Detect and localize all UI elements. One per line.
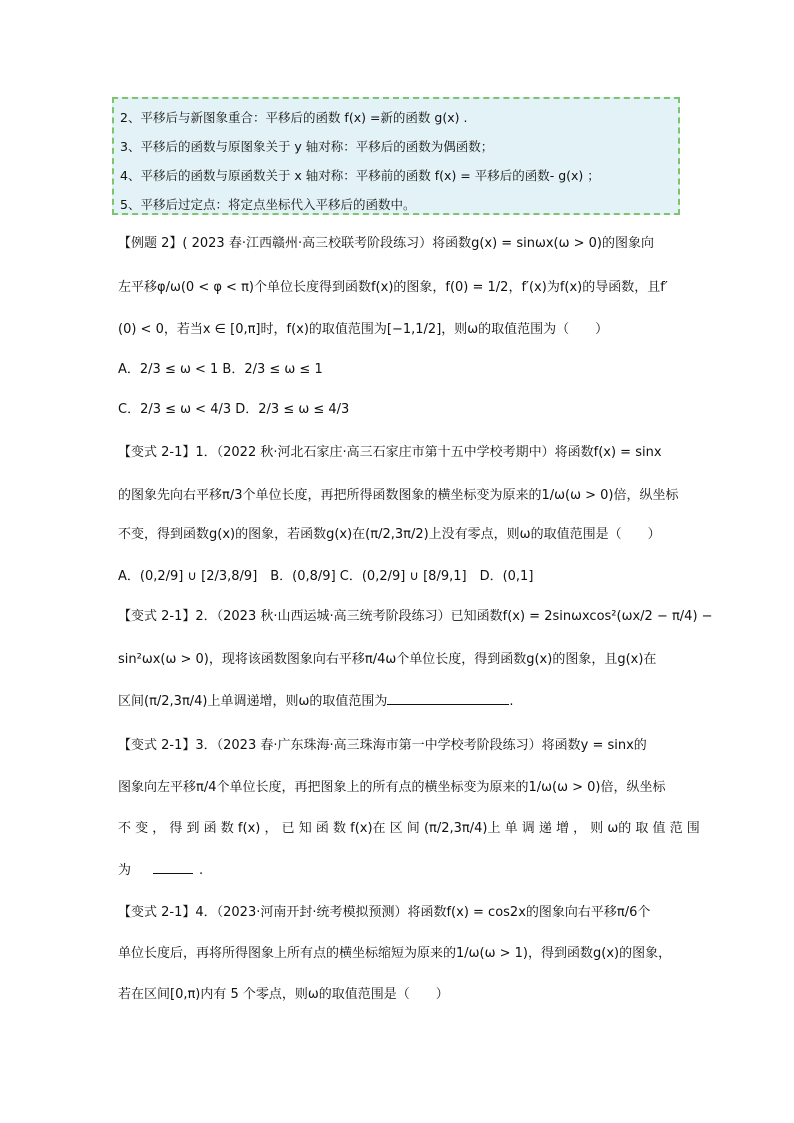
example2-line-1: 【例题 2】( 2023 春·江西赣州·高三校联考阶段练习）将函数g(x) = sinωx(ω > 0)的图象向 <box>118 236 654 251</box>
variant3-line-1: 【变式 2-1】3．（2023 春·广东珠海·高三珠海市第一中学校考阶段练习）将函数y = sinx的 <box>118 738 647 753</box>
summary-box <box>112 97 680 215</box>
variant1-options: A．(0,2/9] ∪ [2/3,8/9] B．(0,8/9] C．(0,2/9] ∪ [8/9,1] D．(0,1] <box>118 569 534 584</box>
variant3-line-3: 不 变 ， 得 到 函 数 f(x) ， 已 知 函 数 f(x)在 区 间 (π/2,3π/4)上 单 调 递 增 ， 则 ω的 取 值 范 围 <box>118 821 700 836</box>
variant2-line-2: sin²ωx(ω > 0)，现将该函数图象向右平移π/4ω个单位长度，得到函数g(x)的图象，且g(x)在 <box>118 652 657 667</box>
variant4-line-3: 若在区间[0,π)内有 5 个零点，则ω的取值范围是（ ） <box>118 987 449 1002</box>
answer-blank <box>153 861 193 874</box>
variant3-period: . <box>199 863 204 878</box>
variant1-line-2: 的图象先向右平移π/3个单位长度，再把所得函数图象的横坐标变为原来的1/ω(ω > 0)倍，纵坐标 <box>118 488 679 503</box>
example2-line-3: (0) < 0，若当x ∈ [0,π]时，f(x)的取值范围为[−1,1/2]，则ω的取值范围为（ ） <box>118 322 609 337</box>
summary-line-5: 5、平移后过定点：将定点坐标代入平移后的函数中。 <box>120 197 416 212</box>
example2-line-2: 左平移φ/ω(0 < φ < π)个单位长度得到函数f(x)的图象，f(0) = 1/2，f′(x)为f(x)的导函数，且f′ <box>118 280 668 295</box>
variant2-line-1: 【变式 2-1】2．（2023 秋·山西运城·高三统考阶段练习）已知函数f(x) = 2sinωxcos²(ωx/2 − π/4) − <box>118 609 713 624</box>
variant1-line-1: 【变式 2-1】1．（2022 秋·河北石家庄·高三石家庄市第十五中学校考期中）将函数f(x) = sinx <box>118 445 662 460</box>
variant4-line-2: 单位长度后，再将所得图象上所有点的横坐标缩短为原来的1/ω(ω > 1)，得到函数g(x)的图象， <box>118 946 672 961</box>
summary-line-3: 3、平移后的函数与原图象关于 y 轴对称：平移后的函数为偶函数； <box>120 139 494 154</box>
summary-line-4: 4、平移后的函数与原函数关于 x 轴对称：平移前的函数 f(x) = 平移后的函数- g(x) ； <box>120 168 600 183</box>
variant2-period: . <box>509 694 514 709</box>
variant2-line-3-text: 区间(π/2,3π/4)上单调递增，则ω的取值范围为 <box>118 694 388 709</box>
answer-blank <box>387 692 509 705</box>
summary-line-2: 2、平移后与新图象重合：平移后的函数 f(x) =新的函数 g(x) . <box>120 110 468 125</box>
variant1-line-3: 不变，得到函数g(x)的图象，若函数g(x)在(π/2,3π/2)上没有零点，则ω的取值范围是（ ） <box>118 527 661 542</box>
variant4-line-1: 【变式 2-1】4．（2023·河南开封·统考模拟预测）将函数f(x) = cos2x的图象向右平移π/6个 <box>118 905 651 920</box>
example2-options-ab: A．2/3 ≤ ω < 1 B．2/3 ≤ ω ≤ 1 <box>118 362 323 377</box>
example2-options-cd: C．2/3 ≤ ω < 4/3 D．2/3 ≤ ω ≤ 4/3 <box>118 402 350 417</box>
variant3-line-2: 图象向左平移π/4个单位长度，再把图象上的所有点的横坐标变为原来的1/ω(ω > 0)倍，纵坐标 <box>118 780 666 795</box>
variant3-line-4-text: 为 <box>118 863 132 878</box>
variant2-line-3 <box>118 690 514 709</box>
variant3-line-4 <box>118 859 203 878</box>
